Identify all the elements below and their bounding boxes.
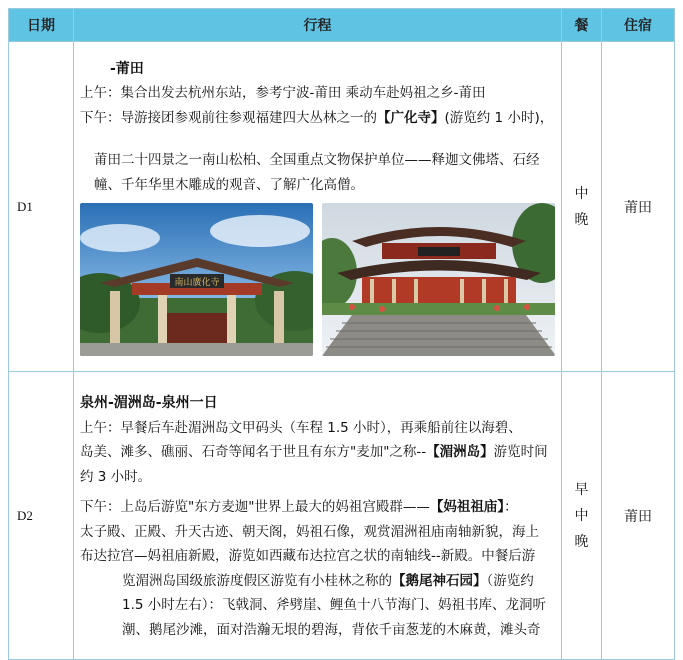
day-title: -莆田: [110, 60, 144, 77]
photo-strip: [80, 203, 555, 356]
trip-line: [80, 440, 555, 465]
header-day: 日期: [9, 9, 74, 42]
day-title: 泉州-湄洲岛-泉州一日: [80, 395, 218, 411]
trip-line: 约 3 小时。: [80, 468, 152, 485]
trip-line: 太子殿、正殿、升天古迹、朝天阁，妈祖石像，观赏湄洲祖庙南轴新貌，海上: [80, 523, 539, 540]
trip-text: ：: [504, 499, 518, 515]
afternoon-pre: 下午：导游接团参观前往参观福建四大丛林之一的: [80, 109, 377, 126]
header-trip: 行程: [74, 9, 562, 42]
temple-name: 【妈祖祖庙】: [429, 499, 505, 515]
stay-cell: 莆田: [602, 42, 675, 372]
itinerary-table: [8, 8, 675, 660]
day-label: D2: [9, 372, 74, 660]
trip-cell: [74, 372, 562, 660]
trip-line: [80, 569, 555, 594]
trip-text: 游览时间: [493, 444, 548, 460]
morning-text: 上午：集合出发去杭州东站，参考宁波-莆田 乘动车赴妈祖之乡-莆田: [80, 85, 486, 102]
desc-line-1: 莆田二十四景之一南山松柏、全国重点文物保护单位——释迦文佛塔、石经: [94, 152, 540, 169]
trip-line: 潮、鹅尾沙滩，面对浩瀚无垠的碧海，背依千亩葱茏的木麻黄，滩头奇: [122, 621, 541, 638]
header-meal: 餐: [562, 9, 602, 42]
stay-cell: 莆田: [602, 372, 675, 660]
temple-gate-photo: [80, 203, 313, 356]
meal-cell: [562, 372, 602, 660]
meal-dinner: 晚: [574, 211, 589, 228]
afternoon-post: (游览约 1 小时)，: [444, 109, 554, 126]
table-row: [9, 42, 675, 372]
trip-line: 上午：早餐后车赴湄洲岛文甲码头（车程 1.5 小时），再乘船前往以海碧、: [80, 419, 522, 436]
meal-dinner: 晚: [574, 533, 589, 550]
temple-name: 【广化寺】: [377, 109, 445, 126]
trip-line: [80, 495, 555, 520]
trip-line: 1.5 小时左右）：飞戟洞、斧劈崖、鲤鱼十八节海门、妈祖书库、龙洞听: [122, 597, 547, 613]
trip-text: （游览约: [486, 572, 534, 589]
afternoon-text: [80, 106, 555, 131]
desc-line-2: 幢、千年华里木雕成的观音、了解广化高僧。: [94, 176, 364, 193]
table-row: [9, 372, 675, 660]
trip-cell: [74, 42, 562, 372]
island-name: 【湄洲岛】: [426, 444, 494, 460]
meal-cell: [562, 42, 602, 372]
trip-line: 布达拉宫—妈祖庙新殿，游览如西藏布达拉宫之状的南轴线--新殿。中餐后游: [80, 548, 536, 564]
meal-lunch: 中: [574, 507, 589, 524]
trip-text: 览湄洲岛国级旅游度假区游览有小桂林之称的: [122, 572, 392, 589]
meal-lunch: 中: [574, 185, 589, 202]
park-name: 【鹅尾神石园】: [392, 572, 487, 589]
day-label: D1: [9, 42, 74, 372]
meal-breakfast: 早: [574, 481, 589, 498]
trip-text: 下午：上岛后游览"东方麦迦"世界上最大的妈祖宫殿群——: [80, 499, 430, 515]
gate-plaque-text: 南山廣化寺: [174, 278, 220, 289]
trip-text: 岛美、滩多、礁丽、石奇等闻名于世且有东方"麦加"之称--: [80, 444, 427, 460]
temple-hall-photo: [322, 203, 555, 356]
header-stay: 住宿: [602, 9, 675, 42]
table-header-row: [9, 9, 675, 42]
